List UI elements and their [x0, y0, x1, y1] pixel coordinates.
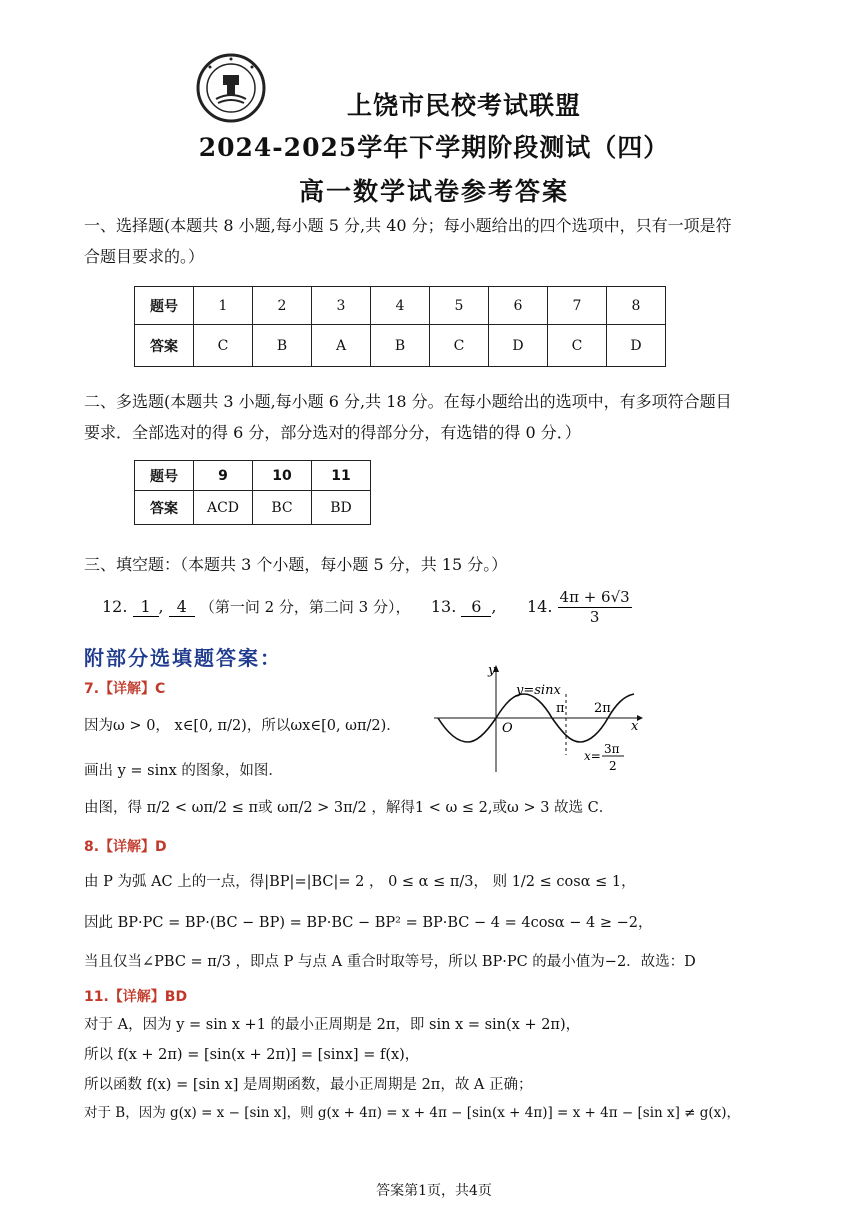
q13-label: 13.	[430, 597, 457, 616]
page-title-org: 上饶市民校考试联盟	[346, 91, 581, 120]
table-cell-answer: BC	[253, 491, 312, 525]
q7-line1: 因为ω > 0， x∈[0, π/2)，所以ωx∈[0, ωπ/2)．	[84, 718, 401, 734]
table-cell-answer: C	[548, 325, 607, 367]
q8-line2: 因此 BP·PC = BP·(BC − BP) = BP·BC − BP² = BP·BC − 4 = 4cosα − 4 ≥ −2，	[84, 915, 653, 931]
q12-answer-1: 1	[133, 597, 159, 617]
table-cell-question: 3	[312, 287, 371, 325]
page-footer: 答案第1页，共4页	[376, 1183, 492, 1199]
graph-label-2pi: 2π	[594, 701, 611, 716]
section2-answer-table	[134, 460, 371, 525]
table-cell-answer: D	[489, 325, 548, 367]
q14-numerator: 4π + 6√3	[559, 588, 630, 606]
table-row-questions	[135, 287, 666, 325]
table-cell-answer: A	[312, 325, 371, 367]
table-row-questions	[135, 461, 371, 491]
q7-line3: 由图，得 π/2 < ωπ/2 ≤ π或 ωπ/2 > 3π/2 ，解得1 < ω ≤ 2,或ω > 3 故选 C．	[84, 800, 614, 816]
q7-line2: 画出 y = sinx 的图象，如图．	[84, 763, 283, 779]
fill-in-answers: 12. 1 , 4 （第一问 2 分，第二问 3 分）， 13. 6 , 14. $\frac{4\pi + 6√3}{3}$	[102, 588, 630, 626]
section1-heading	[84, 210, 794, 272]
q12-note: （第一问 2 分，第二问 3 分），	[199, 598, 411, 616]
q8-line3: 当且仅当∠PBC = π/3 ，即点 P 与点 A 重合时取等号，所以 BP·PC 的最小值为−2．故选：D	[84, 954, 696, 970]
table-cell-answer: ACD	[194, 491, 253, 525]
table-label-answer: 答案	[135, 325, 194, 367]
q8-heading: 8.【详解】D	[84, 839, 167, 855]
section3-heading: 三、填空题：（本题共 3 个小题，每小题 5 分，共 15 分。）	[84, 555, 508, 574]
q11-line2: 所以 f(x + 2π) = [sin(x + 2π)] = [sinx] = f(x)，	[84, 1047, 420, 1063]
table-cell-question: 1	[194, 287, 253, 325]
graph-label-pi: π	[556, 701, 565, 716]
graph-label-x: x	[631, 719, 639, 734]
table-cell-answer: C	[194, 325, 253, 367]
table-cell-question: 6	[489, 287, 548, 325]
table-cell-answer: D	[607, 325, 666, 367]
table-cell-answer: C	[430, 325, 489, 367]
section2-heading-line1: 二、多选题(本题共 3 小题,每小题 6 分,共 18 分。在每小题给出的选项中，有多项符合题目	[84, 392, 732, 411]
table-cell-question: 11	[312, 461, 371, 491]
appendix-title: 附部分选填题答案：	[84, 646, 282, 670]
table-cell-question: 2	[253, 287, 312, 325]
q12-label: 12.	[102, 597, 128, 616]
graph-label-3pi: 3π	[604, 742, 620, 756]
q12-answer-2: 4	[169, 597, 195, 617]
page-title-subject: 高一数学试卷参考答案	[298, 177, 569, 206]
table-label-question: 题号	[135, 287, 194, 325]
q13-answer: 6	[461, 597, 491, 617]
graph-label-y: y	[488, 663, 496, 678]
table-cell-answer: B	[371, 325, 430, 367]
q7-heading: 7.【详解】C	[84, 681, 166, 697]
table-cell-question: 9	[194, 461, 253, 491]
q14-denominator: 3	[589, 608, 600, 626]
page-title-exam: 2024-2025学年下学期阶段测试（四）	[198, 133, 670, 162]
q11-heading: 11.【详解】BD	[84, 989, 188, 1005]
section1-heading-line1: 一、选择题(本题共 8 小题,每小题 5 分,共 40 分；每小题给出的四个选项中，只有一项是符	[84, 216, 732, 235]
table-label-question: 题号	[135, 461, 194, 491]
table-cell-question: 5	[430, 287, 489, 325]
table-row-answers	[135, 325, 666, 367]
q11-line1: 对于 A，因为 y = sin x +1 的最小正周期是 2π，即 sin x = sin(x + 2π)，	[84, 1017, 581, 1033]
q14-label: 14.	[526, 597, 553, 616]
table-cell-question: 7	[548, 287, 607, 325]
graph-label-x-equals: x=	[584, 749, 601, 763]
table-cell-answer: B	[253, 325, 312, 367]
table-cell-question: 8	[607, 287, 666, 325]
q14-answer	[558, 588, 632, 627]
q11-line4: 对于 B，因为 g(x) = x − [sin x]，则 g(x + 4π) = x + 4π − [sin(x + 4π)] = x + 4π − [sin x] ≠ g(x)，	[84, 1105, 741, 1121]
table-cell-answer: BD	[312, 491, 371, 525]
q11-line3: 所以函数 f(x) = [sin x] 是周期函数，最小正周期是 2π，故 A 正确；	[84, 1077, 533, 1093]
graph-label-origin: O	[502, 721, 513, 736]
graph-label-denominator: 2	[609, 759, 617, 773]
section2-heading	[84, 386, 794, 448]
q8-line1: 由 P 为弧 AC 上的一点，得|BP|=|BC|= 2 ， 0 ≤ α ≤ π/3， 则 1/2 ≤ cosα ≤ 1，	[84, 874, 636, 890]
sine-graph	[434, 660, 644, 775]
section1-answer-table	[134, 286, 666, 367]
table-row-answers	[135, 491, 371, 525]
section1-heading-line2: 合题目要求的。）	[84, 247, 205, 266]
table-cell-question: 4	[371, 287, 430, 325]
table-label-answer: 答案	[135, 491, 194, 525]
graph-label-function: y=sinx	[516, 683, 561, 698]
section2-heading-line2: 要求．全部选对的得 6 分，部分选对的得部分分，有选错的得 0 分．）	[84, 423, 581, 442]
table-cell-question: 10	[253, 461, 312, 491]
